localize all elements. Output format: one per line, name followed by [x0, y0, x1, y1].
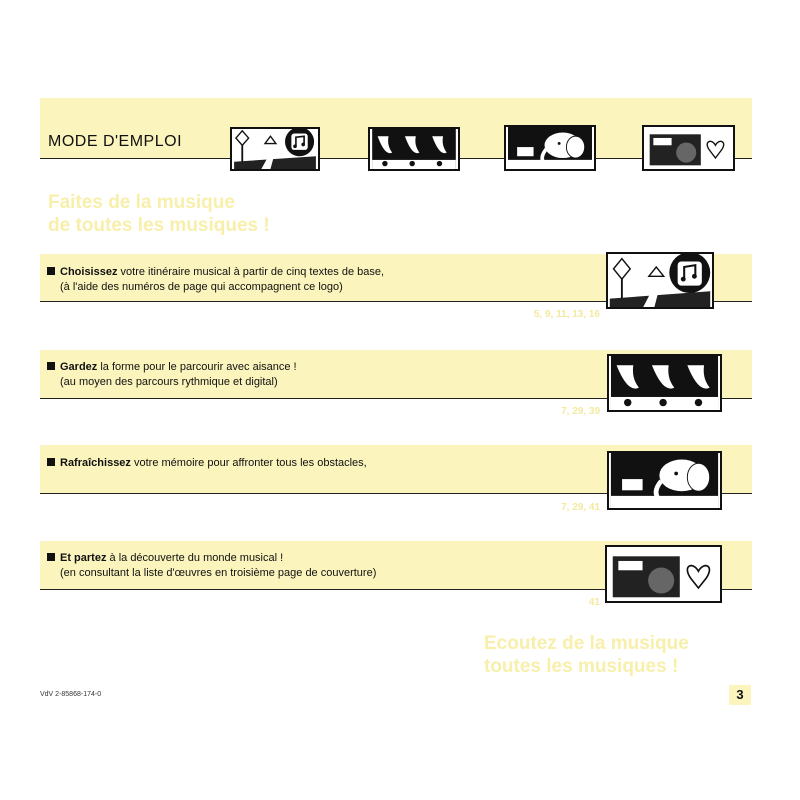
step-et-partez — [47, 551, 376, 581]
bullet-square-icon — [47, 553, 55, 561]
page-number: 3 — [729, 685, 751, 705]
header-thumb-hands — [368, 127, 460, 171]
radio-heart-icon — [644, 127, 733, 169]
step-subtext: (en consultant la liste d'œuvres en troisième page de couverture) — [60, 567, 377, 579]
header-thumb-radio — [642, 125, 735, 171]
step-choisissez — [47, 265, 384, 295]
hands-exercise-icon — [609, 356, 720, 410]
step-text: votre mémoire pour affronter tous les obstacles, — [130, 457, 367, 469]
slogan-bottom — [484, 632, 689, 678]
step-pages-1: 5, 9, 11, 13, 16 — [533, 309, 600, 320]
step-bold: Choisissez — [60, 266, 118, 278]
step-bold: Rafraîchissez — [60, 457, 131, 469]
header-thumb-road — [230, 127, 320, 171]
step-thumb-1 — [606, 252, 714, 309]
step-thumb-4 — [605, 545, 722, 603]
slogan-top-line2: de toutes les musiques ! — [48, 215, 270, 236]
step-thumb-2 — [607, 354, 722, 412]
slogan-bottom-line1: Ecoutez de la musique — [484, 633, 689, 654]
step-gardez — [47, 360, 297, 390]
step-subtext: (à l'aide des numéros de page qui accompagnent ce logo) — [60, 281, 343, 293]
bullet-square-icon — [47, 458, 55, 466]
step-bold: Gardez — [60, 361, 98, 373]
music-note-road-icon — [608, 254, 712, 307]
bullet-square-icon — [47, 267, 55, 275]
radio-heart-icon — [607, 547, 720, 601]
hands-exercise-icon — [370, 129, 458, 169]
step-text: à la découverte du monde musical ! — [106, 552, 284, 564]
bullet-square-icon — [47, 362, 55, 370]
slogan-top — [48, 191, 270, 237]
music-note-road-icon — [232, 129, 318, 169]
slogan-bottom-line2: toutes les musiques ! — [484, 656, 679, 677]
step-text: votre itinéraire musical à partir de cinq textes de base, — [117, 266, 385, 278]
step-subtext: (au moyen des parcours rythmique et digital) — [60, 376, 278, 388]
elephant-memory-icon — [609, 453, 720, 508]
step-rafraichissez — [47, 456, 367, 471]
page-title: MODE D'EMPLOI — [48, 133, 183, 150]
slogan-top-line1: Faites de la musique — [48, 192, 235, 213]
step-bold: Et partez — [60, 552, 107, 564]
header-thumb-elephant — [504, 125, 596, 171]
step-text: la forme pour le parcourir avec aisance ! — [97, 361, 297, 373]
step-pages-2: 7, 29, 39 — [561, 406, 600, 417]
step-pages-3: 7, 29, 41 — [561, 502, 600, 513]
elephant-memory-icon — [506, 127, 594, 169]
step-pages-4: 41 — [588, 597, 600, 608]
step-thumb-3 — [607, 451, 722, 510]
isbn-text: VdV 2-85868-174-0 — [40, 691, 102, 698]
